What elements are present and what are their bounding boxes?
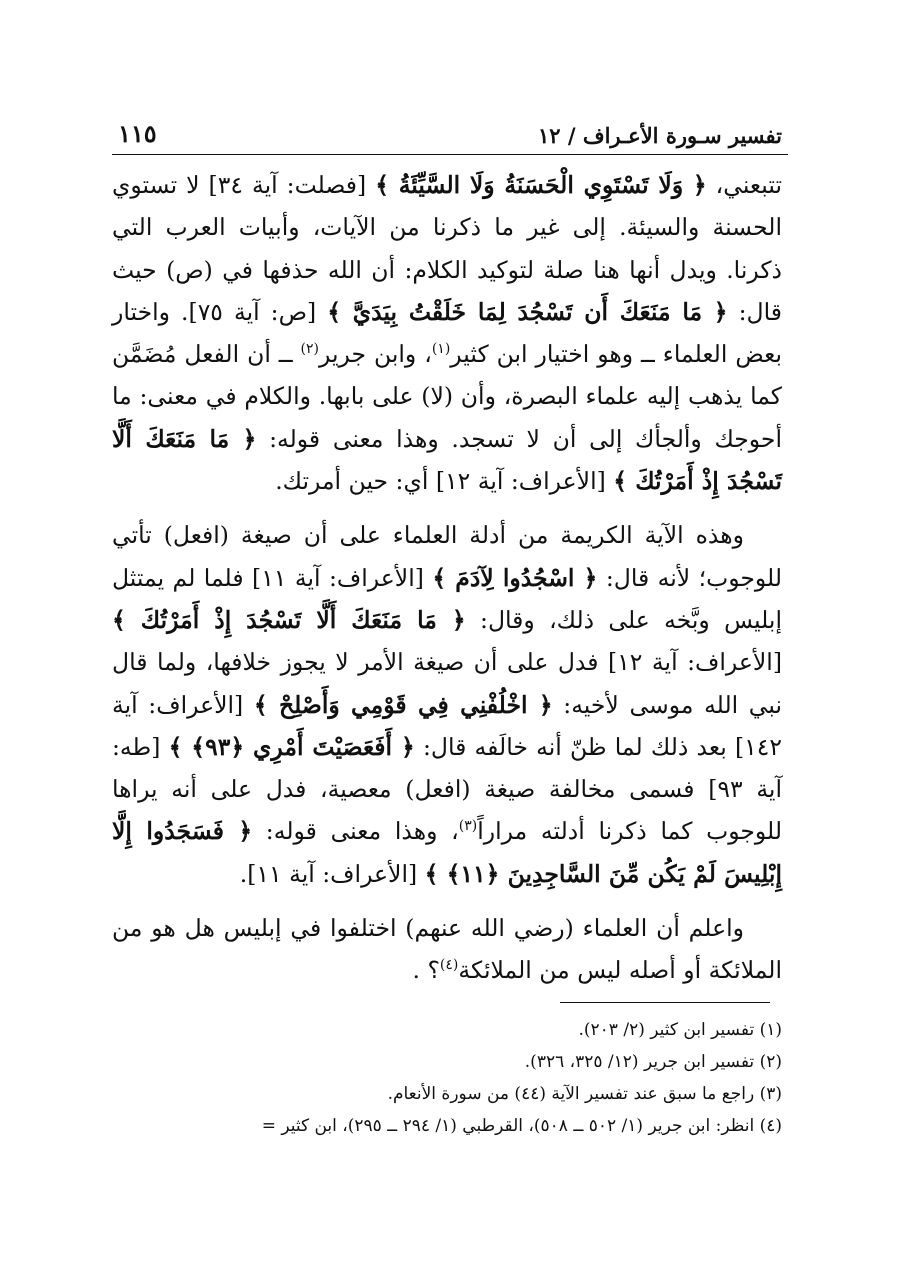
paragraph-2 [112, 514, 782, 895]
footnote-ref: (١) [431, 341, 451, 358]
text-run: [الأعراف: آية ١١]. [239, 859, 425, 888]
quran-verse: ﴿ وَلَا تَسْتَوِي الْحَسَنَةُ وَلَا السَّيِّئَةُ ﴾ [375, 171, 707, 199]
footnote-3: (٣) راجع ما سبق عند تفسير الآية (٤٤) من سورة الأنعام. [387, 1084, 782, 1104]
text-run: تتبعني، [706, 171, 782, 199]
text-run: [الأعراف: آية ١٤٢] بعد ذلك لما ظنّ أنه خالَفه قال: [112, 690, 782, 761]
text-run: وهذه الآية الكريمة من أدلة العلماء على أن صيغة (افعل) تأتي للوجوب؛ لأنه قال: [112, 521, 782, 592]
text-run: [الأعراف: آية ١١] فلما لم يمتثل إبليس وبَّخه على ذلك، وقال: [112, 563, 783, 634]
text-run: [الأعراف: آية ١٢] فدل على أن صيغة الأمر لا يجوز خلافها، ولما قال نبي الله موسى لأخيه: [112, 648, 782, 719]
footnote-ref: (٤) [439, 957, 459, 974]
paragraph-3 [112, 907, 782, 992]
quran-verse: ﴿ مَا مَنَعَكَ أَلَّا تَسْجُدَ إِذْ أَمَرْتُكَ ﴾ [112, 424, 782, 496]
main-text [112, 164, 782, 992]
page-number: ١١٥ [118, 119, 157, 148]
quran-verse: ﴿ فَسَجَدُوا إِلَّا إِبْلِيسَ لَمْ يَكُن مِّنَ السَّاجِدِينَ ﴿١١﴾ ﴾ [112, 817, 782, 888]
text-run: [طه: آية ٩٣] فسمى مخالفة صيغة (افعل) معصية، فدل على أنه يراها للوجوب كما ذكرنا أدلته مراراً [112, 732, 782, 846]
footnote-2: (٢) تفسير ابن جرير (١٢/ ٣٢٥، ٣٢٦). [524, 1052, 782, 1072]
text-run: ؟ . [412, 956, 440, 985]
quran-verse: ﴿ مَا مَنَعَكَ أَلَّا تَسْجُدَ إِذْ أَمَرْتُكَ ﴾ [112, 605, 466, 634]
text-run: ، وهذا معنى قوله: [252, 817, 459, 846]
text-run: [الأعراف: آية ١٢] أي: حين أمرتك. [275, 467, 614, 496]
footnote-4: (٤) انظر: ابن جرير (١/ ٥٠٢ ــ ٥٠٨)، القرطبي (١/ ٢٩٤ ــ ٢٩٥)، ابن كثير = [261, 1116, 782, 1136]
quran-verse: ﴿ اخْلُفْنِي فِي قَوْمِي وَأَصْلِحْ ﴾ [253, 690, 553, 719]
text-run: [فصلت: آية ٣٤] لا تستوي الحسنة والسيئة. إلى غير ما ذكرنا من الآيات، وأبيات العرب التي ذكرنا. ويدل أنها هنا صلة لتوكيد الكلام: أن الله حذفها في (ص) حيث قال: [112, 171, 782, 326]
text-run: ، وابن جرير [319, 340, 432, 369]
text-run: [ص: آية ٧٥]. واختار بعض العلماء ــ وهو اختيار ابن كثير [112, 297, 782, 369]
paragraph-1 [112, 164, 782, 502]
quran-verse: ﴿ اسْجُدُوا لِآدَمَ ﴾ [432, 563, 598, 592]
header-rule [112, 154, 788, 155]
quran-verse: ﴿ أَفَعَصَيْتَ أَمْرِي ﴿٩٣﴾ ﴾ [168, 732, 415, 761]
text-run: واعلم أن العلماء (رضي الله عنهم) اختلفوا في إبليس هل هو من الملائكة أو أصله ليس من الملائكة [112, 914, 782, 985]
running-header [118, 108, 782, 148]
running-title: تفسير سـورة الأعـراف / ١٢ [537, 123, 782, 148]
text-run: ــ أن الفعل مُضَمَّن كما يذهب إليه علماء البصرة، وأن (لا) على بابها. والكلام في معنى: ما أحوجك وألجأك إلى أن لا تسجد. وهذا معنى قوله: [112, 340, 782, 453]
footnote-ref: (٢) [300, 341, 320, 358]
footnote-ref: (٣) [458, 818, 478, 835]
footnote-1: (١) تفسير ابن كثير (٢/ ٢٠٣). [578, 1020, 782, 1040]
footnote-rule [560, 1002, 770, 1003]
quran-verse: ﴿ مَا مَنَعَكَ أَن تَسْجُدَ لِمَا خَلَقْتُ بِيَدَيَّ ﴾ [327, 297, 728, 326]
footnotes [112, 1014, 782, 1142]
